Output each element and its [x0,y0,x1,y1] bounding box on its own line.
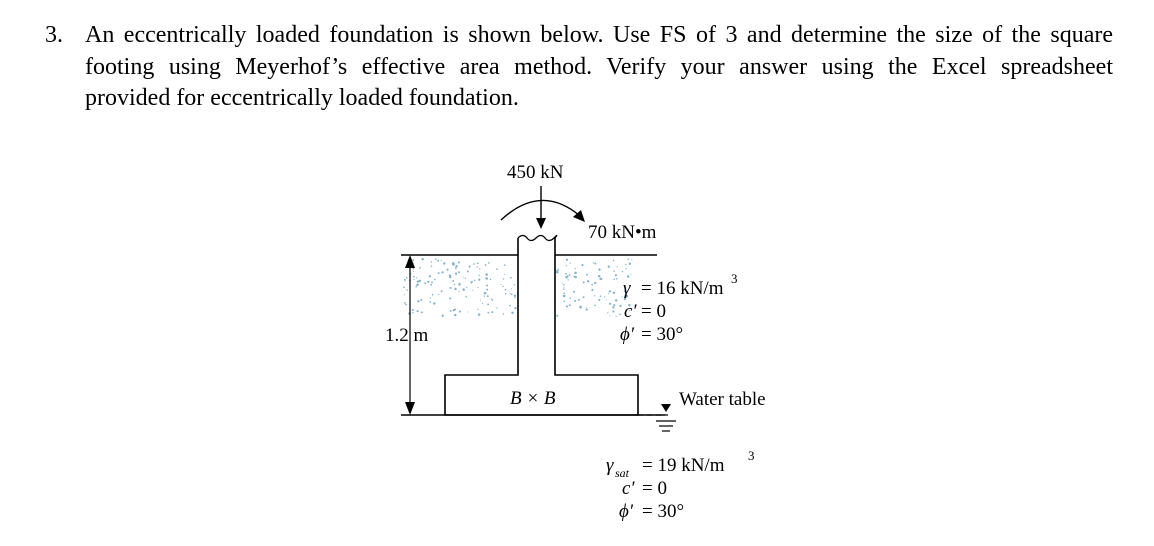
lower-phi-symbol: ϕ′ [619,501,633,522]
soil-dot [449,297,451,299]
soil-dot [487,295,489,297]
soil-dot [473,263,475,265]
soil-dot [583,296,585,298]
upper-phi-value: = 30° [641,324,684,345]
soil-dot [435,258,437,260]
soil-dot [442,315,444,317]
soil-dot [430,284,432,286]
soil-dot [566,305,568,307]
soil-dot [614,279,615,280]
soil-dot [569,274,571,276]
soil-dot [458,262,460,264]
soil-dot [431,265,433,267]
soil-dot [478,314,480,316]
soil-dot [478,279,480,281]
soil-dot [420,299,422,301]
soil-dot [574,276,576,278]
soil-dot [575,268,576,269]
soil-dot [465,278,466,279]
soil-dot [615,299,617,301]
soil-dot [413,276,415,278]
soil-dot [452,262,455,265]
soil-dot [437,260,439,262]
soil-dot [459,284,461,286]
soil-dot [563,288,564,289]
soil-dot [496,269,498,271]
soil-dot [455,265,457,267]
soil-dot [474,280,475,281]
soil-dot [405,304,407,306]
soil-dot [556,315,558,317]
lower-gamma-exponent: 3 [748,448,755,463]
soil-dot [587,280,589,282]
soil-dot [438,272,440,274]
soil-dot [416,277,417,278]
upper-c-value: = 0 [641,301,666,322]
soil-dot [413,279,414,280]
soil-dot [511,312,513,314]
soil-dot [450,310,452,312]
soil-dot [599,275,600,276]
soil-dot [429,301,430,302]
soil-dot [593,262,594,263]
soil-dot [419,280,421,282]
upper-soil-properties [620,271,738,345]
soil-dot [421,311,423,313]
soil-dot [488,262,490,264]
soil-dot [563,287,564,288]
soil-dot [403,286,405,288]
problem-line-2: footing using Meyerhof’s effective area method. Verify your answer using the Excel spreadsheet [85,53,1113,80]
soil-dot [598,299,600,301]
soil-dot [604,296,605,297]
soil-dot [476,266,477,267]
upper-phi-symbol: ϕ′ [620,324,634,345]
soil-dot [510,277,512,279]
soil-dot [486,289,488,291]
soil-dot [625,268,626,269]
depth-arrow-bottom [405,402,415,415]
soil-dot [566,259,568,261]
soil-dot [441,290,443,292]
soil-dot [627,258,629,260]
soil-dot [608,266,610,268]
soil-dot [615,274,617,276]
water-table-label: Water table [679,389,766,410]
soil-dot [574,272,577,275]
soil-dot [565,273,567,275]
soil-dot [443,262,445,264]
column-break [518,236,557,241]
soil-dot [600,295,602,297]
soil-dot [581,264,583,266]
soil-dot [452,280,454,282]
soil-dot [594,263,596,265]
soil-dot [599,278,601,280]
soil-dot [479,275,480,276]
soil-dot [449,276,451,278]
footing-label: B × B [510,388,556,409]
depth-arrow-top [405,255,415,268]
soil-dot [466,287,467,288]
soil-dot [485,273,488,276]
soil-dot [625,264,626,265]
soil-dot [574,300,576,302]
soil-dot [469,266,471,268]
soil-dot [422,258,424,260]
soil-dot [413,271,414,272]
soil-dot [594,304,596,306]
soil-dot [591,284,593,286]
soil-dot [484,292,487,295]
soil-dot [488,312,490,314]
soil-dot [434,279,436,281]
soil-dot [612,311,614,313]
problem-line-3: provided for eccentrically loaded foundation. [85,85,519,111]
soil-dot [458,271,460,273]
load-arrow-head [536,218,546,229]
load-label: 450 kN [507,162,564,183]
soil-dot [455,267,457,269]
soil-dot [440,260,441,261]
soil-dot [613,292,615,294]
soil-dot [505,293,507,295]
soil-dot [500,284,501,285]
soil-dot [430,297,431,298]
soil-dot [462,288,465,291]
soil-dot [594,295,595,296]
soil-dot [455,272,457,274]
soil-dot [613,260,615,262]
soil-dot [404,294,405,295]
soil-dot [477,287,478,288]
soil-dot [428,281,429,282]
soil-dot [608,293,609,294]
soil-dot [563,284,565,286]
soil-dot [566,265,567,266]
soil-dot [477,263,479,265]
soil-dot [458,291,459,292]
soil-dot [570,262,571,263]
soil-dot [492,299,493,300]
soil-dot [613,270,615,272]
soil-dot [454,284,455,285]
soil-dot [609,315,610,316]
soil-dot [472,281,473,282]
upper-gamma-symbol: γ [623,278,631,299]
soil-dot [563,292,565,294]
soil-dot [491,311,493,313]
soil-dot [629,263,631,265]
soil-dot [594,282,596,284]
soil-dot [578,299,580,301]
soil-dot [607,312,608,313]
soil-dot [412,259,414,261]
soil-dot [416,284,419,287]
soil-dot [616,278,618,280]
soil-dot [454,288,456,290]
soil-dot [415,286,417,288]
soil-dot [459,311,461,313]
soil-dot [486,277,488,279]
soil-dot [412,309,414,311]
soil-dot [511,288,512,289]
soil-dot [579,306,582,309]
soil-dot [472,290,473,291]
soil-dot [503,278,504,279]
soil-dot [453,309,455,311]
upper-c-symbol: c′ [624,301,637,322]
soil-dot [505,289,507,291]
soil-dot [491,299,492,300]
soil-dot [504,264,506,266]
soil-dot [487,304,489,306]
soil-dot [490,279,492,281]
soil-dot [630,274,631,275]
soil-dot [502,313,504,315]
soil-dot [609,290,611,292]
soil-dot [586,307,587,308]
soil-dot [432,294,434,296]
soil-dot [502,286,503,287]
soil-dot [562,283,563,284]
upper-gamma-value: = 16 kN/m [641,278,724,299]
soil-dot [586,309,588,311]
soil-dot [616,316,617,317]
soil-dot [465,296,467,298]
soil-dot [416,310,418,312]
soil-dot [433,302,435,304]
soil-dot [619,305,621,307]
soil-dot [431,261,433,263]
soil-dot [556,271,559,274]
soil-dot [612,306,614,308]
soil-dot [463,277,464,278]
soil-dot [477,309,478,310]
soil-dot [485,277,486,278]
lower-soil-properties [606,448,755,522]
soil-dot [573,291,575,293]
soil-dot [598,268,600,270]
soil-dot [486,285,488,287]
depth-label: 1.2 m [385,325,429,346]
soil-dot [609,303,611,305]
soil-dot [431,281,433,283]
soil-dot [406,277,408,279]
soil-dot [484,295,485,296]
soil-dot [616,266,617,267]
soil-dot [424,282,426,284]
soil-dot [564,301,565,302]
soil-dot [406,289,407,290]
soil-dot [563,295,566,298]
soil-dot [568,279,569,280]
soil-dot [591,289,593,291]
soil-dot [455,309,456,310]
soil-dot [511,294,513,296]
lower-gamma-subscript: sat [615,466,630,480]
soil-dot [586,274,588,276]
soil-dot [566,275,568,277]
soil-dot [454,314,456,316]
soil-dot [417,300,419,302]
soil-dot [447,269,449,271]
soil-dot [514,307,516,309]
soil-dot [569,297,570,298]
soil-dot [482,303,483,304]
soil-dot [496,307,497,308]
soil-dot [509,305,511,307]
soil-dot [631,259,632,260]
lower-phi-value: = 30° [642,501,685,522]
soil-dot [450,287,452,289]
lower-gamma-value: = 19 kN/m [642,455,725,476]
problem-number: 3. [45,22,63,48]
soil-dot [419,267,421,269]
soil-dot [419,268,420,269]
soil-dot [479,268,480,269]
lower-c-value: = 0 [642,478,667,499]
soil-dot [404,302,406,304]
soil-dot [412,312,413,313]
soil-dot [569,304,571,306]
moment-label: 70 kN•m [588,222,657,243]
water-table-icon [656,404,676,431]
soil-dot [514,297,515,298]
soil-dot [504,274,505,275]
soil-dot [619,313,621,315]
problem-line-1: An eccentrically loaded foundation is shown below. Use FS of 3 and determine the size of the square [85,22,1113,48]
soil-dot [404,279,406,281]
soil-dot [438,294,439,295]
soil-dot [583,281,585,283]
soil-dot [429,275,431,277]
soil-dot [485,264,487,266]
lower-gamma-symbol: γ [606,455,614,476]
soil-dot [467,311,468,312]
soil-dot [622,271,623,272]
lower-c-symbol: c′ [622,478,635,499]
soil-dot [480,299,481,300]
soil-dot [514,284,515,285]
soil-dot [606,299,607,300]
soil-dot [510,293,511,294]
soil-dot [613,304,615,306]
soil-dot [467,271,469,273]
upper-gamma-exponent: 3 [731,271,738,286]
soil-dot [442,271,444,273]
